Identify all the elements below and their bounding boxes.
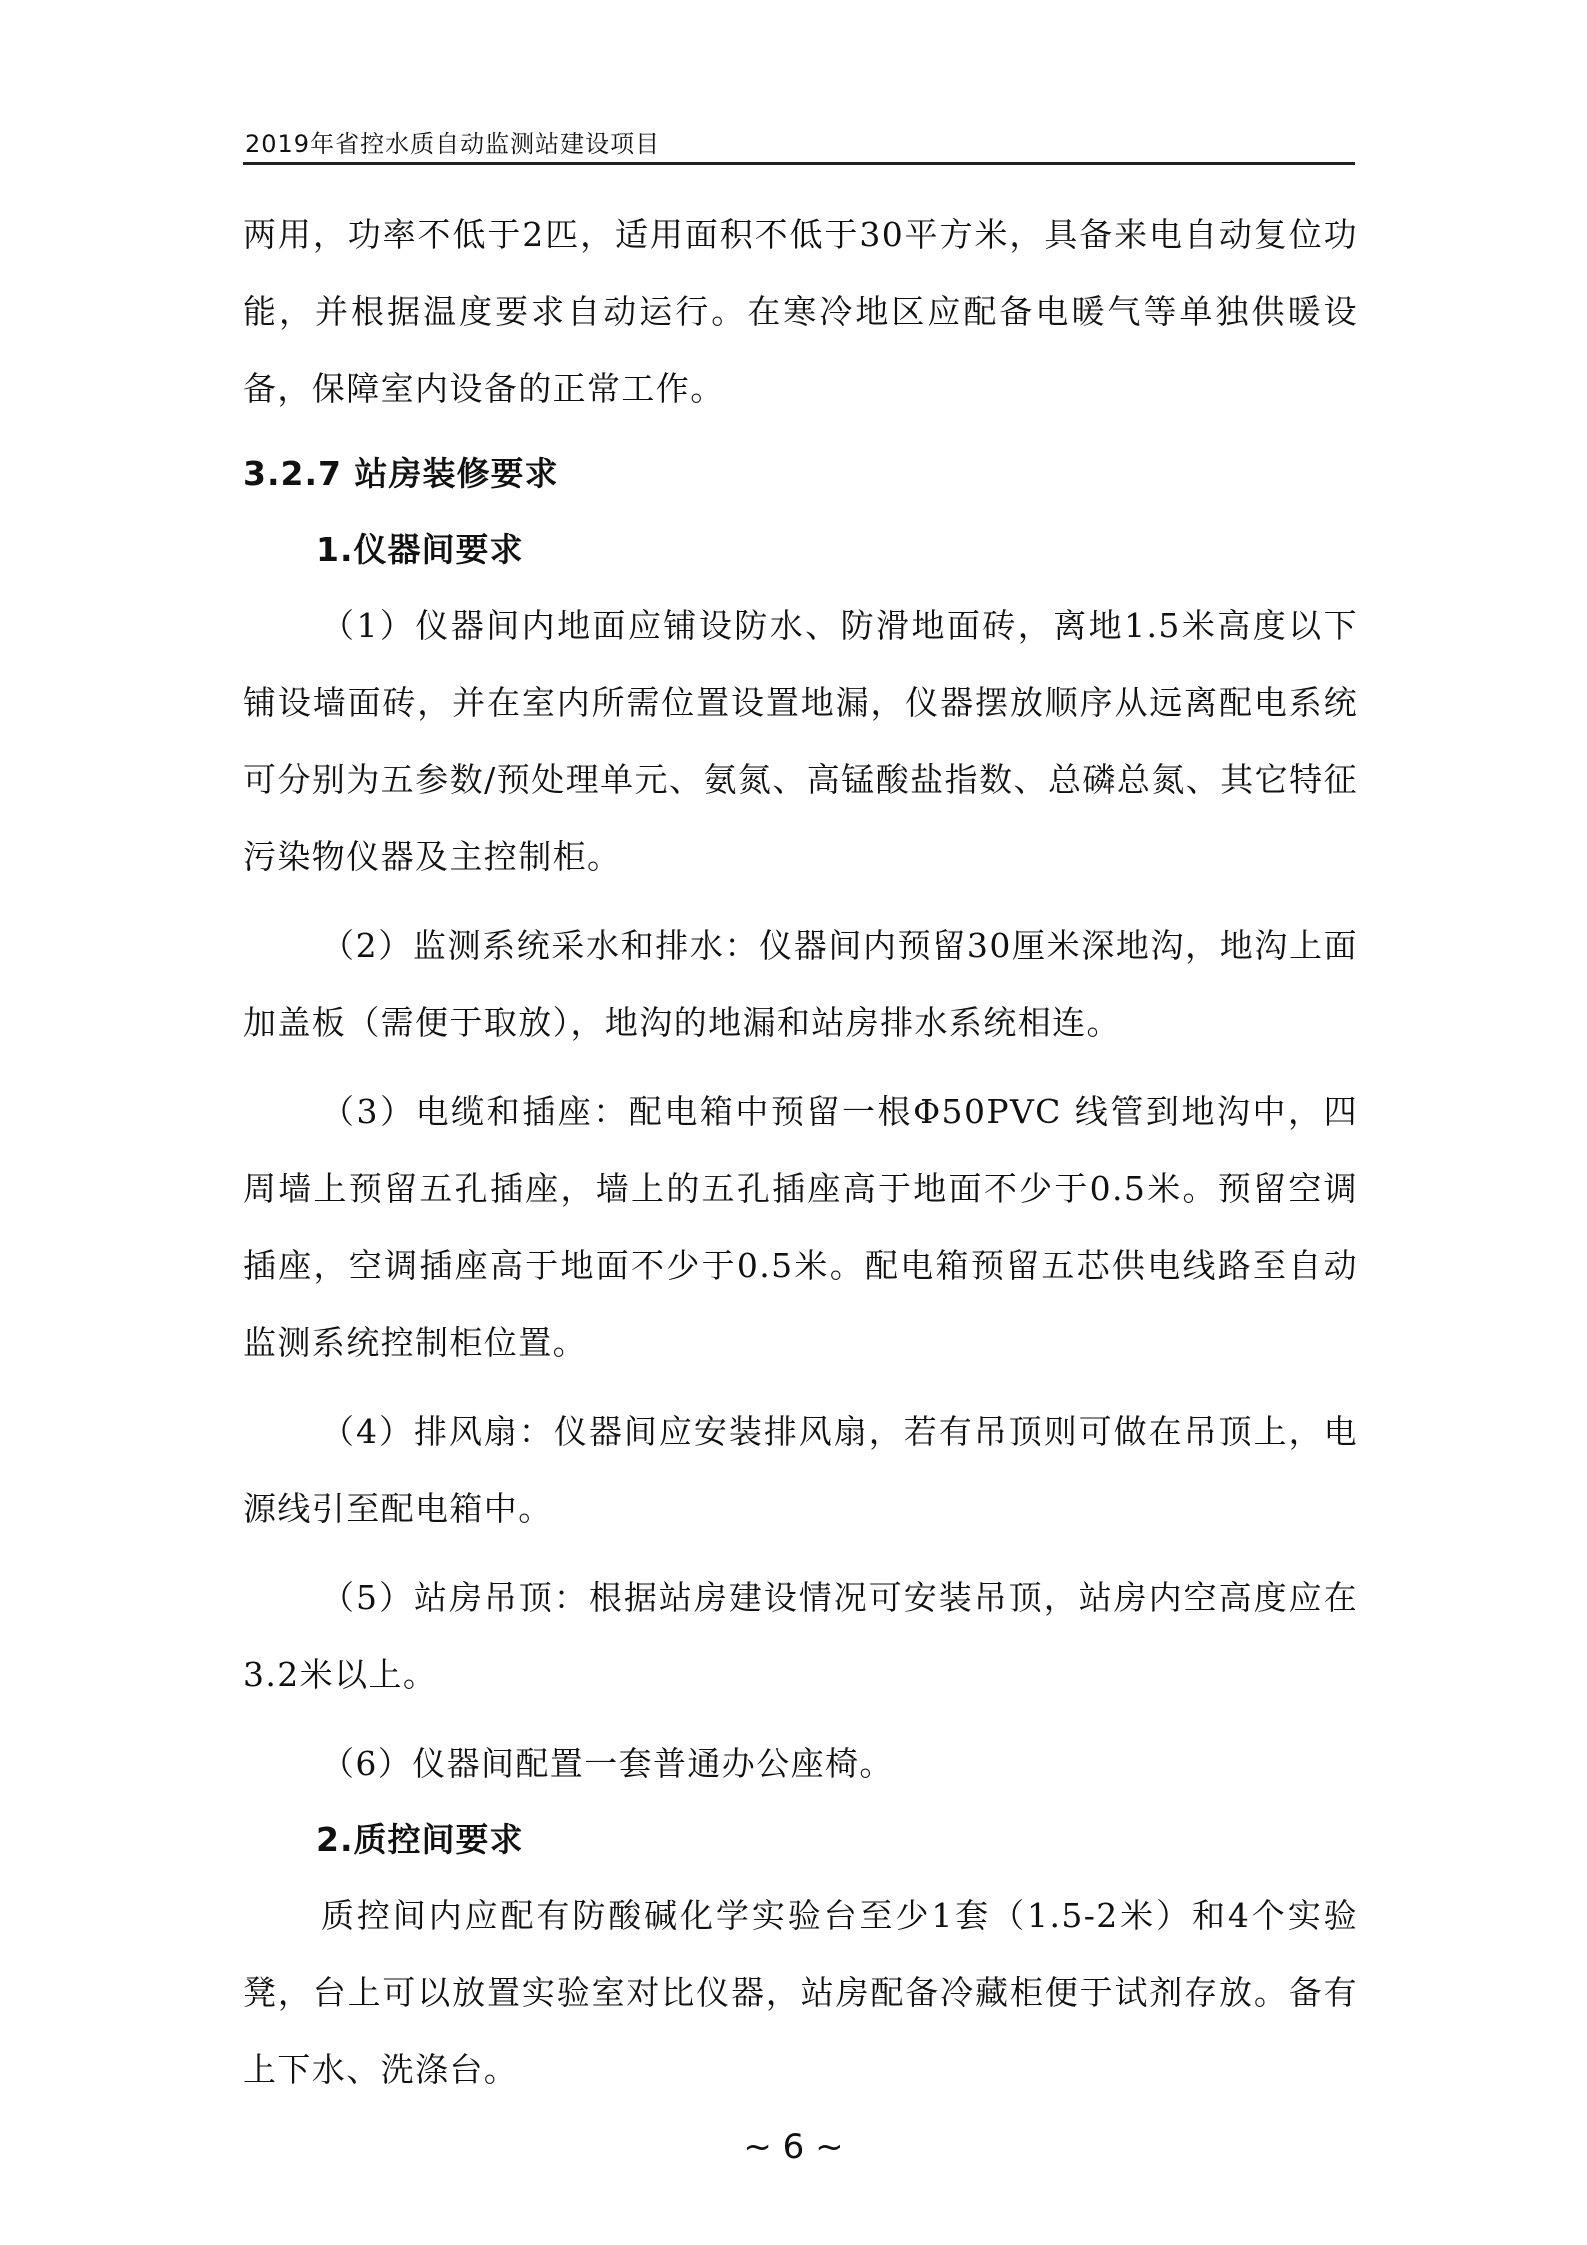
list-item: （6）仪器间配置一套普通办公座椅。 [321, 1744, 894, 1783]
intro-paragraph: 两用，功率不低于2匹，适用面积不低于30平方米，具备来电自动复位功能，并根据温度要求自动运行。在寒冷地区应配备电暖气等单独供暖设备，保障室内设备的正常工作。 [243, 215, 1358, 408]
list-item: （3）电缆和插座：配电箱中预留一根Φ50PVC 线管到地沟中，四周墙上预留五孔插座，墙上的五孔插座高于地面不少于0.5米。预留空调插座，空调插座高于地面不少于0.5米。配电箱预留五芯供电线路至自动监测系统控制柜位置。 [243, 1092, 1358, 1362]
list-item: （4）排风扇：仪器间应安装排风扇，若有吊顶则可做在吊顶上，电源线引至配电箱中。 [243, 1412, 1358, 1528]
section-heading: 3.2.7 站房装修要求 [243, 454, 559, 493]
subsection-paragraph: 质控间内应配有防酸碱化学实验台至少1套（1.5-2米）和4个实验凳，台上可以放置实验室对比仪器，站房配备冷藏柜便于试剂存放。备有上下水、洗涤台。 [243, 1896, 1358, 2089]
header-title: 2019年省控水质自动监测站建设项目 [245, 130, 661, 158]
list-item: （1）仪器间内地面应铺设防水、防滑地面砖，离地1.5米高度以下铺设墙面砖，并在室内所需位置设置地漏，仪器摆放顺序从远离配电系统可分别为五参数/预处理单元、氨氮、高锰酸盐指数、总磷总氮、其它特征污染物仪器及主控制柜。 [243, 606, 1358, 876]
list-item: （5）站房吊顶：根据站房建设情况可安装吊顶，站房内空高度应在3.2米以上。 [243, 1578, 1358, 1694]
subsection-heading-instrument-room: 1.仪器间要求 [316, 530, 524, 569]
document-body [243, 196, 1358, 2108]
subsection-heading-quality-control-room: 2.质控间要求 [316, 1820, 524, 1859]
page-number: ~ 6 ~ [743, 2127, 844, 2167]
list-item: （2）监测系统采水和排水：仪器间内预留30厘米深地沟，地沟上面加盖板（需便于取放），地沟的地漏和站房排水系统相连。 [243, 926, 1358, 1042]
header-divider [243, 162, 1355, 165]
